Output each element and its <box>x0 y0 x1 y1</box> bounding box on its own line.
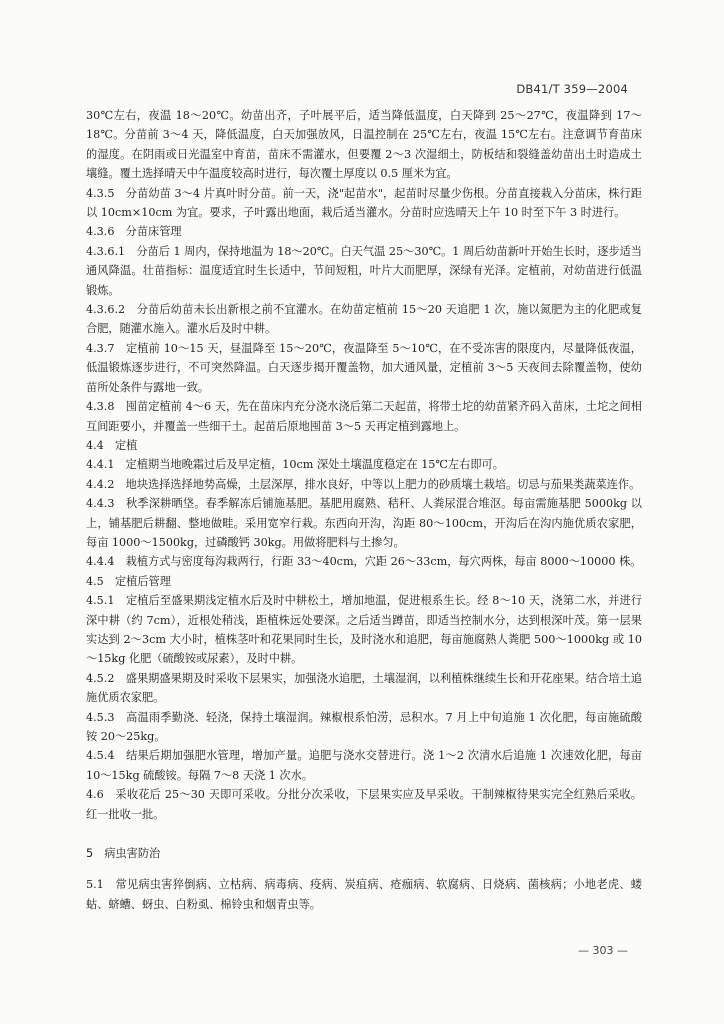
paragraph-5-1: 5.1 常见病虫害猝倒病、立枯病、病毒病、疫病、炭疽病、疮痂病、软腐病、日烧病、菌核病；小地老虎、蝼蛄、蛴螬、蚜虫、白粉虱、棉铃虫和烟青虫等。 <box>86 878 642 911</box>
heading-4-5: 4.5 定植后管理 <box>86 574 171 588</box>
paragraph-4-3-6-2: 4.3.6.2 分苗后幼苗未长出新根之前不宜灌水。在幼苗定植前 15～20 天追肥 1 次，施以氮肥为主的化肥或复合肥，随灌水施入。灌水后及时中耕。 <box>86 303 642 336</box>
paragraph-4-6: 4.6 采收花后 25～30 天即可采收。分批分次采收，下层果实应及早采收。干制辣椒待果实完全红熟后采收。红一批收一批。 <box>86 788 642 821</box>
paragraph-4-5-3: 4.5.3 高温雨季勤浇、轻浇，保持土壤湿润。辣椒根系怕涝，忌积水。7 月上中旬追施 1 次化肥，每亩施硫酸铵 20～25kg。 <box>86 710 642 743</box>
heading-4-3-6: 4.3.6 分苗床管理 <box>86 225 182 239</box>
paragraph-4-4-3: 4.4.3 秋季深耕晒垡。春季解冻后铺施基肥。基肥用腐熟、秸秆、人粪尿混合堆沤。每亩需施基肥 5000kg 以上，铺基肥后耕翻、整地做畦。采用宽窄行栽。东西向开沟，沟距 80～100cm，开沟后在沟内施优质农家肥，每亩 1000～1500kg，过磷酸钙 30kg。用做将肥料与土掺匀。 <box>86 497 642 549</box>
heading-4-4: 4.4 定植 <box>86 438 138 452</box>
paragraph-4-4-1: 4.4.1 定植期当地晚霜过后及早定植，10cm 深处土壤温度稳定在 15℃左右即可。 <box>86 458 504 472</box>
paragraph-4-3-6-1: 4.3.6.1 分苗后 1 周内，保持地温为 18～20℃。白天气温 25～30℃。1 周后幼苗新叶开始生长时，逐步适当通风降温。壮苗指标：温度适宜时生长适中，节间短粗，叶片大而肥厚，深绿有光泽。定植前，对幼苗进行低温锻炼。 <box>86 244 642 297</box>
paragraph-4-5-4: 4.5.4 结果后期加强肥水管理，增加产量。追肥与浇水交替进行。浇 1～2 次清水后追施 1 次速效化肥，每亩 10～15kg 硫酸铵。每隔 7～8 天浇 1 次水。 <box>86 749 642 782</box>
paragraph-4-5-2: 4.5.2 盛果期盛果期及时采收下层果实，加强浇水追肥，土壤湿润，以利植株继续生长和开花座果。结合培土追施优质农家肥。 <box>86 671 642 705</box>
paragraph-4-5-1: 4.5.1 定植后至盛果期浅定植水后及时中耕松土，增加地温，促进根系生长。经 8～10 天，浇第二水，并进行深中耕（约 7cm），近根处稍浅，距植株远处要深。之后适当蹲苗，即适当控制水分，达到根深叶茂。第一层果实达到 2～3cm 大小时，植株茎叶和花果同时生长，及时浇水和追肥，每亩施腐熟人粪肥 500～1000kg 或 10～15kg 化肥（硫酸铵或尿素），及时中耕。 <box>86 594 642 666</box>
paragraph-4-4-2: 4.4.2 地块选择选择地势高燥，土层深厚，排水良好，中等以上肥力的砂质壤土栽培。切忌与茄果类蔬菜连作。 <box>86 477 641 491</box>
section-gap <box>86 824 642 832</box>
paragraph-4-4-4: 4.4.4 栽植方式与密度每沟栽两行，行距 33～40cm，穴距 26～33cm，每穴两株，每亩 8000～10000 株。 <box>86 555 642 569</box>
page-number: — 303 — <box>578 944 628 957</box>
paragraph-4-3-8: 4.3.8 囤苗定植前 4～6 天，先在苗床内充分浇水浇后第二天起苗，将带土坨的幼苗紧齐码入苗床，土坨之间相互间距要小，并覆盖一些细干土。起苗后原地囤苗 3～5 天再定植到露地上。 <box>86 400 642 433</box>
heading-5: 5 病虫害防治 <box>86 847 161 861</box>
paragraph-continuation: 30℃左右，夜温 18～20℃。幼苗出齐，子叶展平后，适当降低温度，白天降到 25～27℃，夜温降到 17～18℃。分苗前 3～4 天，降低温度，白天加强放风，日温控制在 25℃左右，夜温 15℃左右。注意调节育苗床的湿度。在阴雨或日光温室中育苗，苗床不需灌水，但要覆 2～3 次湿细土，防板结和裂缝盖幼苗出土时造成土壤缝。覆土选择晴天中午温度较高时进行，每次覆土厚度以 0.5 厘米为宜。 <box>86 109 642 181</box>
document-body <box>86 106 642 914</box>
paragraph-4-3-7: 4.3.7 定植前 10～15 天，昼温降至 15～20℃，夜温降至 5～10℃，在不受冻害的限度内，尽量降低夜温，低温锻炼逐步进行，不可突然降温。白天逐步揭开覆盖物，加大通风量，定植前 3～5 天夜间去除覆盖物，使幼苗所处条件与露地一致。 <box>86 341 642 394</box>
doc-id-header: DB41/T 359—2004 <box>516 82 628 96</box>
paragraph-4-3-5: 4.3.5 分苗幼苗 3～4 片真叶时分苗。前一天，浇"起苗水"，起苗时尽量少伤根。分苗直接栽入分苗床，株行距以 10cm×10cm 为宜。要求，子叶露出地面，栽后适当灌水。分苗时应选晴天上午 10 时至下午 3 时进行。 <box>86 186 642 220</box>
